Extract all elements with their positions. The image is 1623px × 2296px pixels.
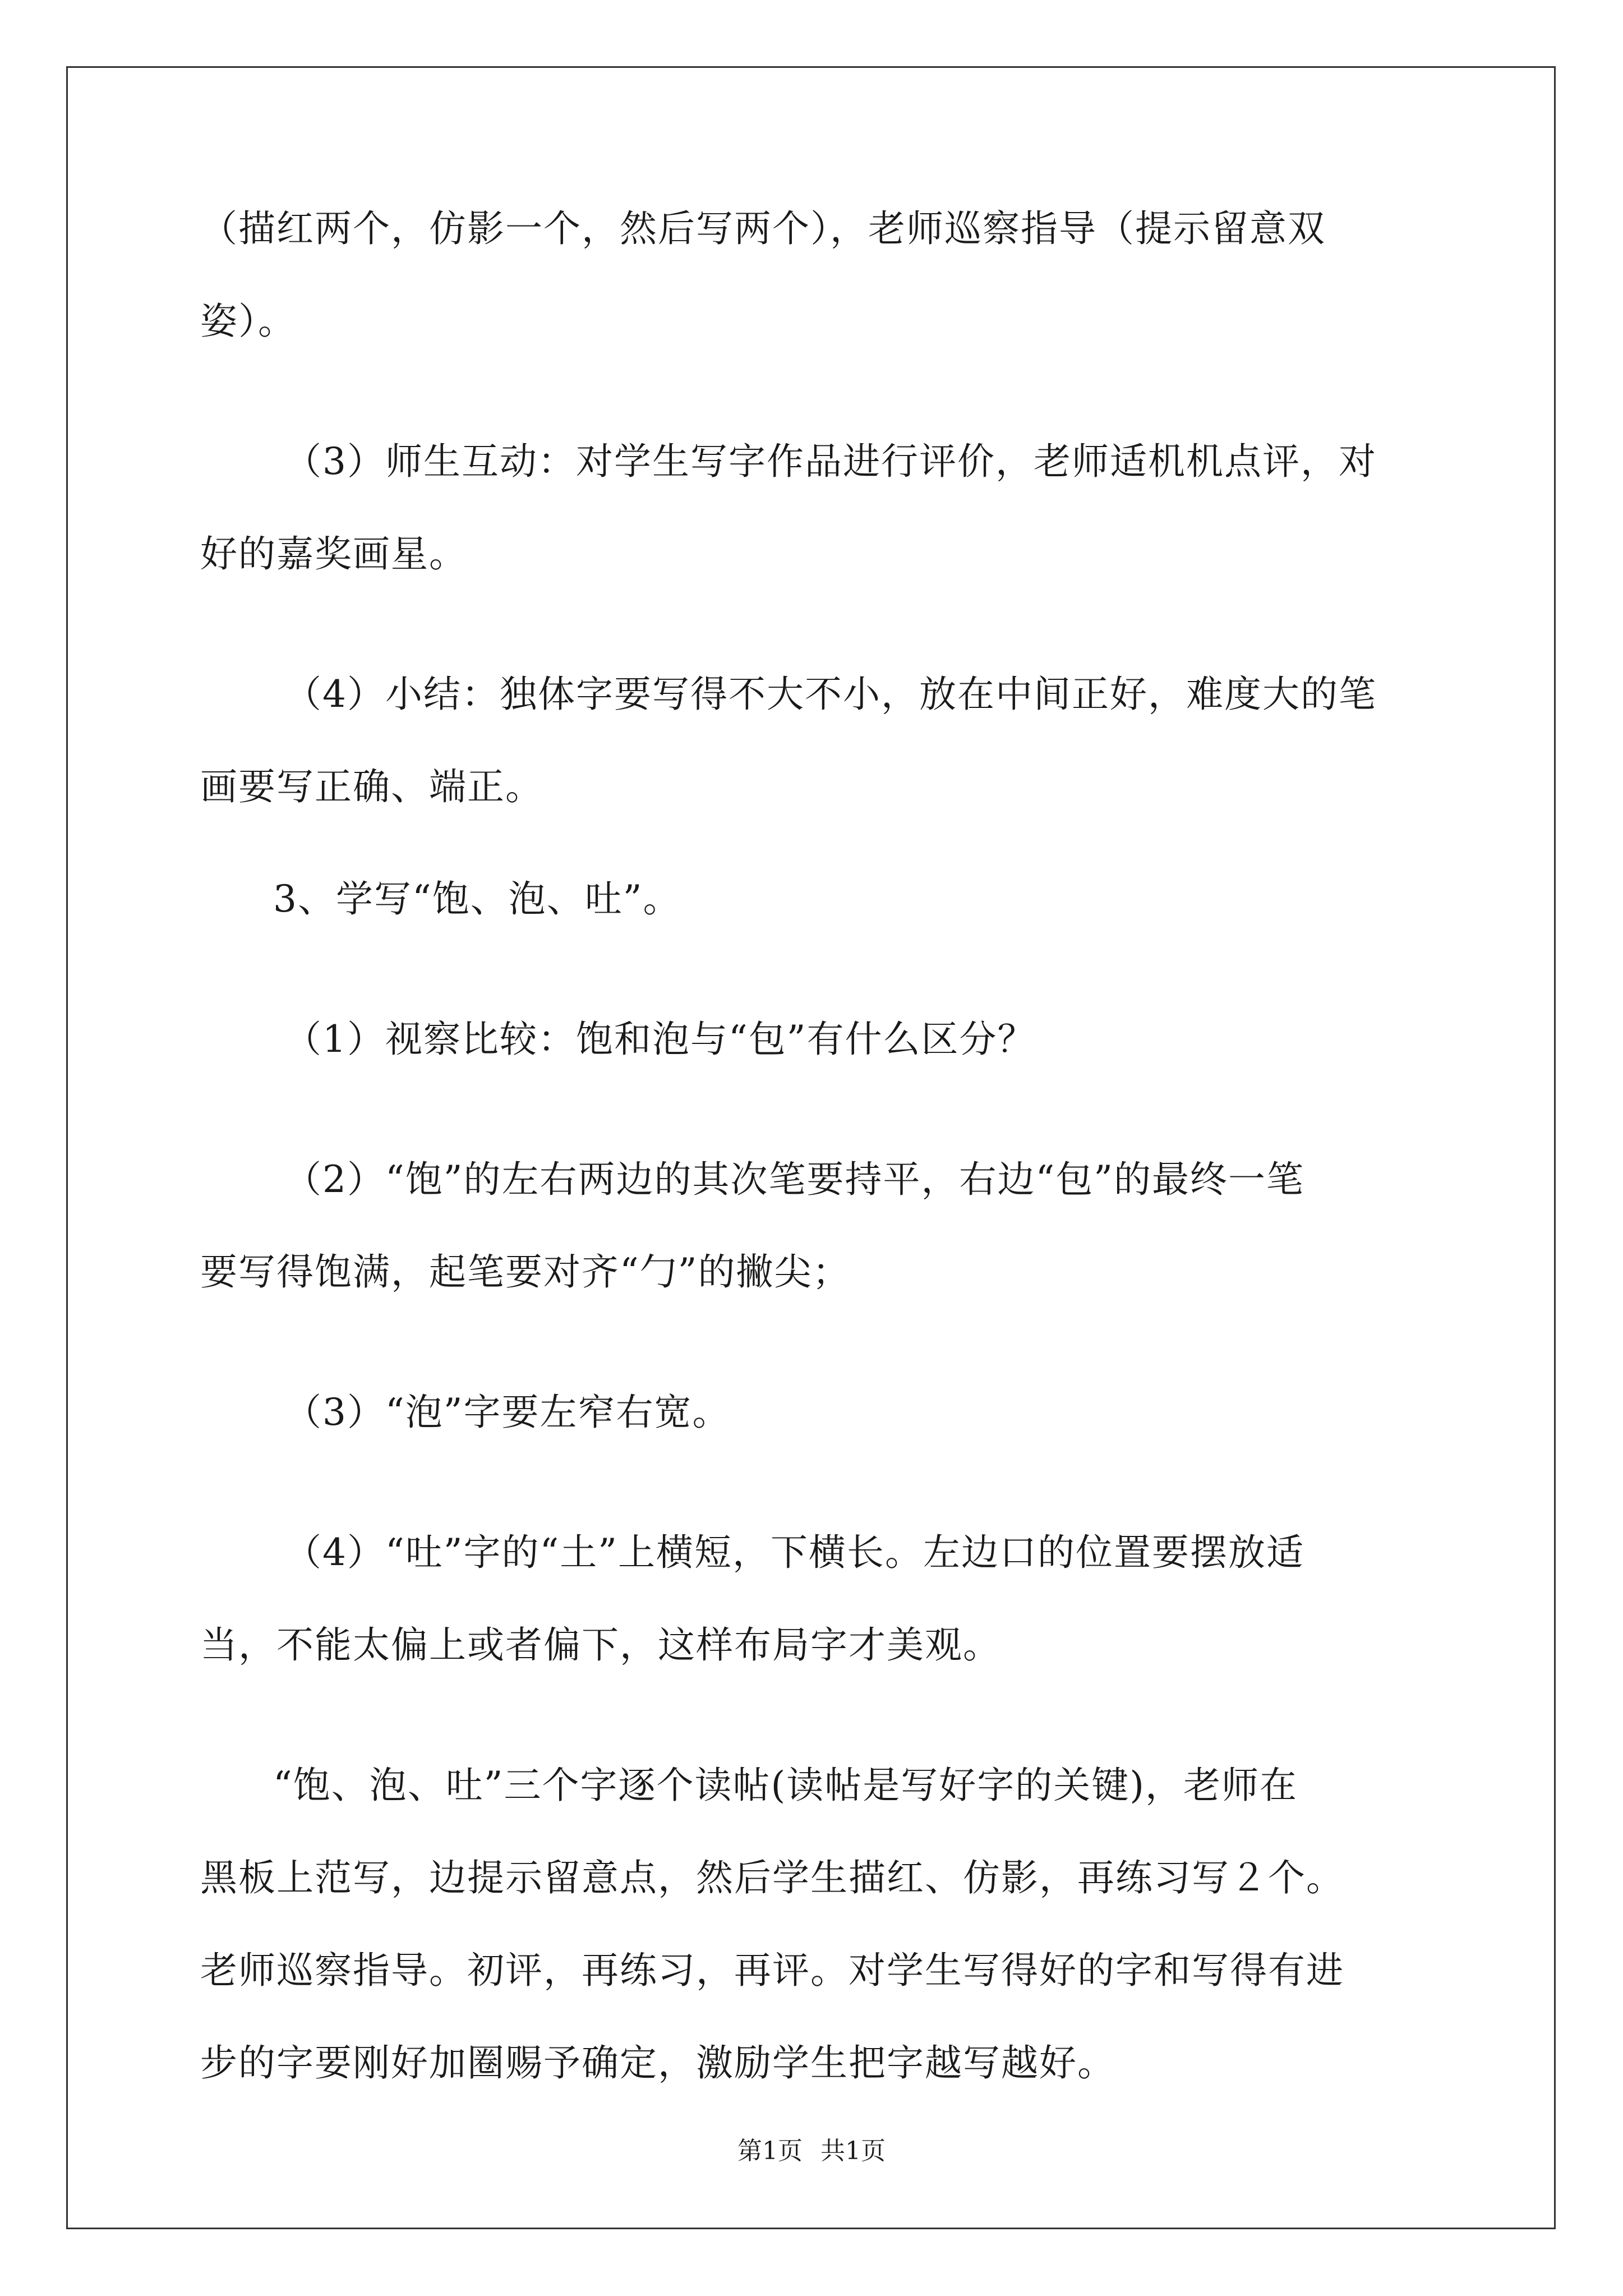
- text-line: （3）“泡”字要左窄右宽。: [284, 1391, 731, 1434]
- text-line: （3）师生互动：对学生写字作品进行评价，老师适机机点评，对: [284, 440, 1377, 483]
- text-line: 要写得饱满，起笔要对齐“勹”的撇尖；: [200, 1250, 851, 1294]
- text-line: （4）“吐”字的“土”上横短，下横长。左边口的位置要摆放适: [284, 1531, 1304, 1574]
- text-line: 好的嘉奖画星。: [200, 532, 467, 576]
- text-line: 姿）。: [200, 300, 296, 343]
- text-line: （2）“饱”的左右两边的其次笔要持平，右边“包”的最终一笔: [284, 1158, 1304, 1201]
- text-line: （4）小结：独体字要写得不大不小，放在中间正好，难度大的笔: [284, 673, 1377, 716]
- page-footer: [0, 2131, 1623, 2166]
- text-line: （1）视察比较：饱和泡与“包”有什么区分？: [284, 1018, 1036, 1061]
- page-total: 共1页: [820, 2137, 886, 2165]
- text-line: 老师巡察指导。初评，再练习，再评。对学生写得好的字和写得有进: [200, 1949, 1344, 1992]
- text-line: 黑板上范写，边提示留意点，然后学生描红、仿影，再练习写２个。: [200, 1856, 1344, 1899]
- text-line: 画要写正确、端正。: [200, 765, 543, 808]
- page-number: 第1页: [737, 2137, 803, 2165]
- text-line: 当，不能太偏上或者偏下，这样布局字才美观。: [200, 1623, 1001, 1667]
- text-line: （描红两个，仿影一个，然后写两个），老师巡察指导（提示留意双: [200, 207, 1326, 250]
- text-line: “饱、泡、吐”三个字逐个读帖(读帖是写好字的关键)，老师在: [273, 1764, 1298, 1807]
- text-line: 3、学写“饱、泡、吐”。: [273, 877, 681, 921]
- text-line: 步的字要刚好加圈赐予确定，激励学生把字越写越好。: [200, 2041, 1115, 2085]
- page-border: [66, 66, 1556, 2229]
